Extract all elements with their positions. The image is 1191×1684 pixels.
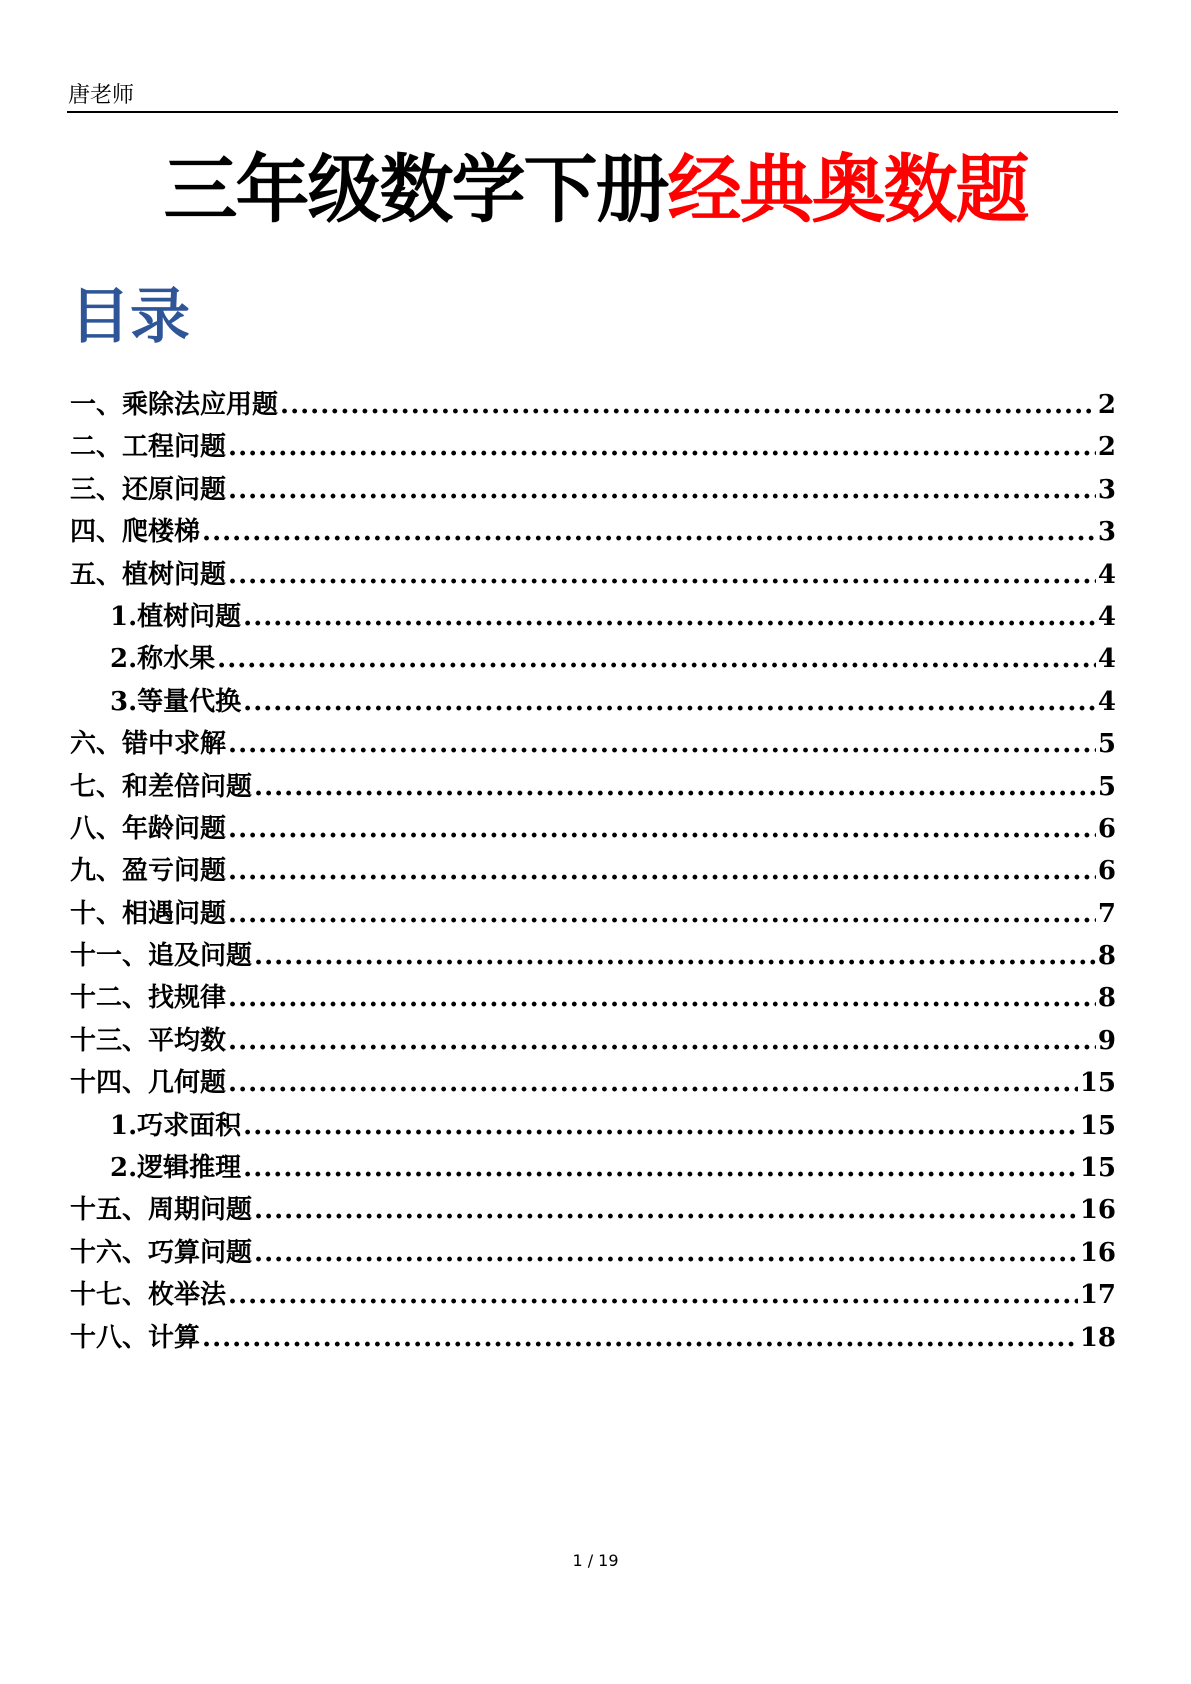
toc-entry-label: 十一、追及问题: [70, 941, 253, 972]
toc-entry-page: 4: [1097, 601, 1116, 632]
toc-entry[interactable]: [70, 1020, 1116, 1062]
toc-entry-page: 7: [1097, 898, 1116, 929]
toc-entry[interactable]: [70, 384, 1116, 426]
dot-leader: [280, 390, 1096, 420]
dot-leader: [243, 687, 1096, 717]
toc-entry-label: 十八、计算: [70, 1322, 201, 1353]
toc-entry-label: 三、还原问题: [70, 474, 227, 505]
toc-entry-label: 2.逻辑推理: [110, 1153, 242, 1184]
dot-leader: [228, 1026, 1096, 1056]
toc-entry-label: 七、和差倍问题: [70, 771, 253, 802]
toc-entry-label: 十六、巧算问题: [70, 1237, 253, 1268]
toc-entry-page: 4: [1097, 686, 1116, 717]
toc-entry-label: 四、爬楼梯: [70, 517, 201, 548]
toc-entry-page: 16: [1079, 1195, 1116, 1226]
dot-leader: [254, 1195, 1078, 1225]
toc-entry-page: 5: [1097, 729, 1116, 760]
toc-entry-page: 9: [1097, 1025, 1116, 1056]
toc-entry-label: 1.植树问题: [110, 601, 242, 632]
toc-entry-label: 二、工程问题: [70, 432, 227, 463]
toc-entry[interactable]: [70, 723, 1116, 765]
dot-leader: [228, 899, 1096, 929]
toc-entry-page: 2: [1097, 390, 1116, 420]
toc-entry-label: 九、盈亏问题: [70, 856, 227, 887]
toc-entry-label: 3.等量代换: [110, 686, 242, 717]
toc-entry-page: 4: [1097, 559, 1116, 590]
toc-entry-page: 8: [1097, 941, 1116, 972]
dot-leader: [243, 1153, 1078, 1183]
header-divider: [67, 111, 1118, 113]
toc-entry-label: 十、相遇问题: [70, 898, 227, 929]
toc-entry-page: 4: [1097, 644, 1116, 675]
dot-leader: [228, 1280, 1078, 1310]
toc-entry-page: 15: [1079, 1153, 1116, 1184]
toc-entry[interactable]: [70, 808, 1116, 850]
dot-leader: [228, 475, 1096, 505]
toc-entry-label: 十四、几何题: [70, 1068, 227, 1099]
toc-entry-page: 8: [1097, 983, 1116, 1014]
dot-leader: [228, 729, 1096, 759]
toc-entry-page: 3: [1097, 517, 1116, 548]
toc-entry-page: 18: [1079, 1322, 1116, 1353]
dot-leader: [217, 644, 1096, 674]
toc-entry[interactable]: [70, 638, 1116, 680]
toc-entry-label: 十二、找规律: [70, 983, 227, 1014]
toc-entry[interactable]: [70, 511, 1116, 553]
toc-entry[interactable]: [70, 596, 1116, 638]
toc-entry[interactable]: [70, 1317, 1116, 1359]
dot-leader: [228, 560, 1096, 590]
toc-entry-label: 十七、枚举法: [70, 1280, 227, 1311]
table-of-contents: [70, 384, 1116, 1359]
title-black-part: 三年级数学下册: [163, 147, 668, 233]
toc-entry-label: 1.巧求面积: [110, 1110, 242, 1141]
toc-entry-page: 17: [1079, 1280, 1116, 1311]
toc-entry[interactable]: [70, 1232, 1116, 1274]
toc-entry-page: 3: [1097, 474, 1116, 505]
dot-leader: [228, 432, 1096, 462]
toc-entry[interactable]: [70, 681, 1116, 723]
dot-leader: [254, 941, 1096, 971]
dot-leader: [254, 1238, 1078, 1268]
title-red-part: 经典奥数题: [667, 147, 1028, 233]
toc-entry-label: 六、错中求解: [70, 729, 227, 760]
dot-leader: [254, 772, 1096, 802]
dot-leader: [228, 814, 1096, 844]
dot-leader: [228, 983, 1096, 1013]
toc-entry[interactable]: [70, 426, 1116, 468]
toc-entry[interactable]: [70, 850, 1116, 892]
toc-entry-page: 5: [1097, 771, 1116, 802]
toc-entry[interactable]: [70, 1189, 1116, 1231]
dot-leader: [243, 1111, 1078, 1141]
toc-entry-page: 15: [1079, 1110, 1116, 1141]
toc-entry[interactable]: [70, 935, 1116, 977]
toc-entry-label: 八、年龄问题: [70, 813, 227, 844]
dot-leader: [202, 517, 1096, 547]
toc-entry[interactable]: [70, 554, 1116, 596]
toc-entry-page: 6: [1097, 856, 1116, 887]
toc-entry[interactable]: [70, 1274, 1116, 1316]
page-indicator: 1 / 19: [572, 1551, 619, 1570]
toc-entry-page: 16: [1079, 1237, 1116, 1268]
toc-entry-label: 一、乘除法应用题: [70, 390, 279, 420]
toc-entry[interactable]: [70, 1147, 1116, 1189]
toc-entry[interactable]: [70, 893, 1116, 935]
header-author: 唐老师: [68, 83, 135, 108]
dot-leader: [228, 1068, 1078, 1098]
toc-entry-page: 15: [1079, 1068, 1116, 1099]
toc-entry-label: 2.称水果: [110, 644, 216, 675]
toc-entry[interactable]: [70, 469, 1116, 511]
toc-entry-label: 十五、周期问题: [70, 1195, 253, 1226]
toc-entry[interactable]: [70, 1062, 1116, 1104]
document-title: [0, 145, 1191, 235]
toc-entry[interactable]: [70, 766, 1116, 808]
toc-entry-label: 十三、平均数: [70, 1025, 227, 1056]
toc-heading: 目录: [70, 282, 190, 352]
toc-entry-label: 五、植树问题: [70, 559, 227, 590]
dot-leader: [228, 856, 1096, 886]
toc-entry[interactable]: [70, 1105, 1116, 1147]
toc-entry-page: 6: [1097, 813, 1116, 844]
toc-entry[interactable]: [70, 977, 1116, 1019]
toc-entry-page: 2: [1097, 432, 1116, 463]
dot-leader: [243, 602, 1096, 632]
dot-leader: [202, 1323, 1078, 1353]
